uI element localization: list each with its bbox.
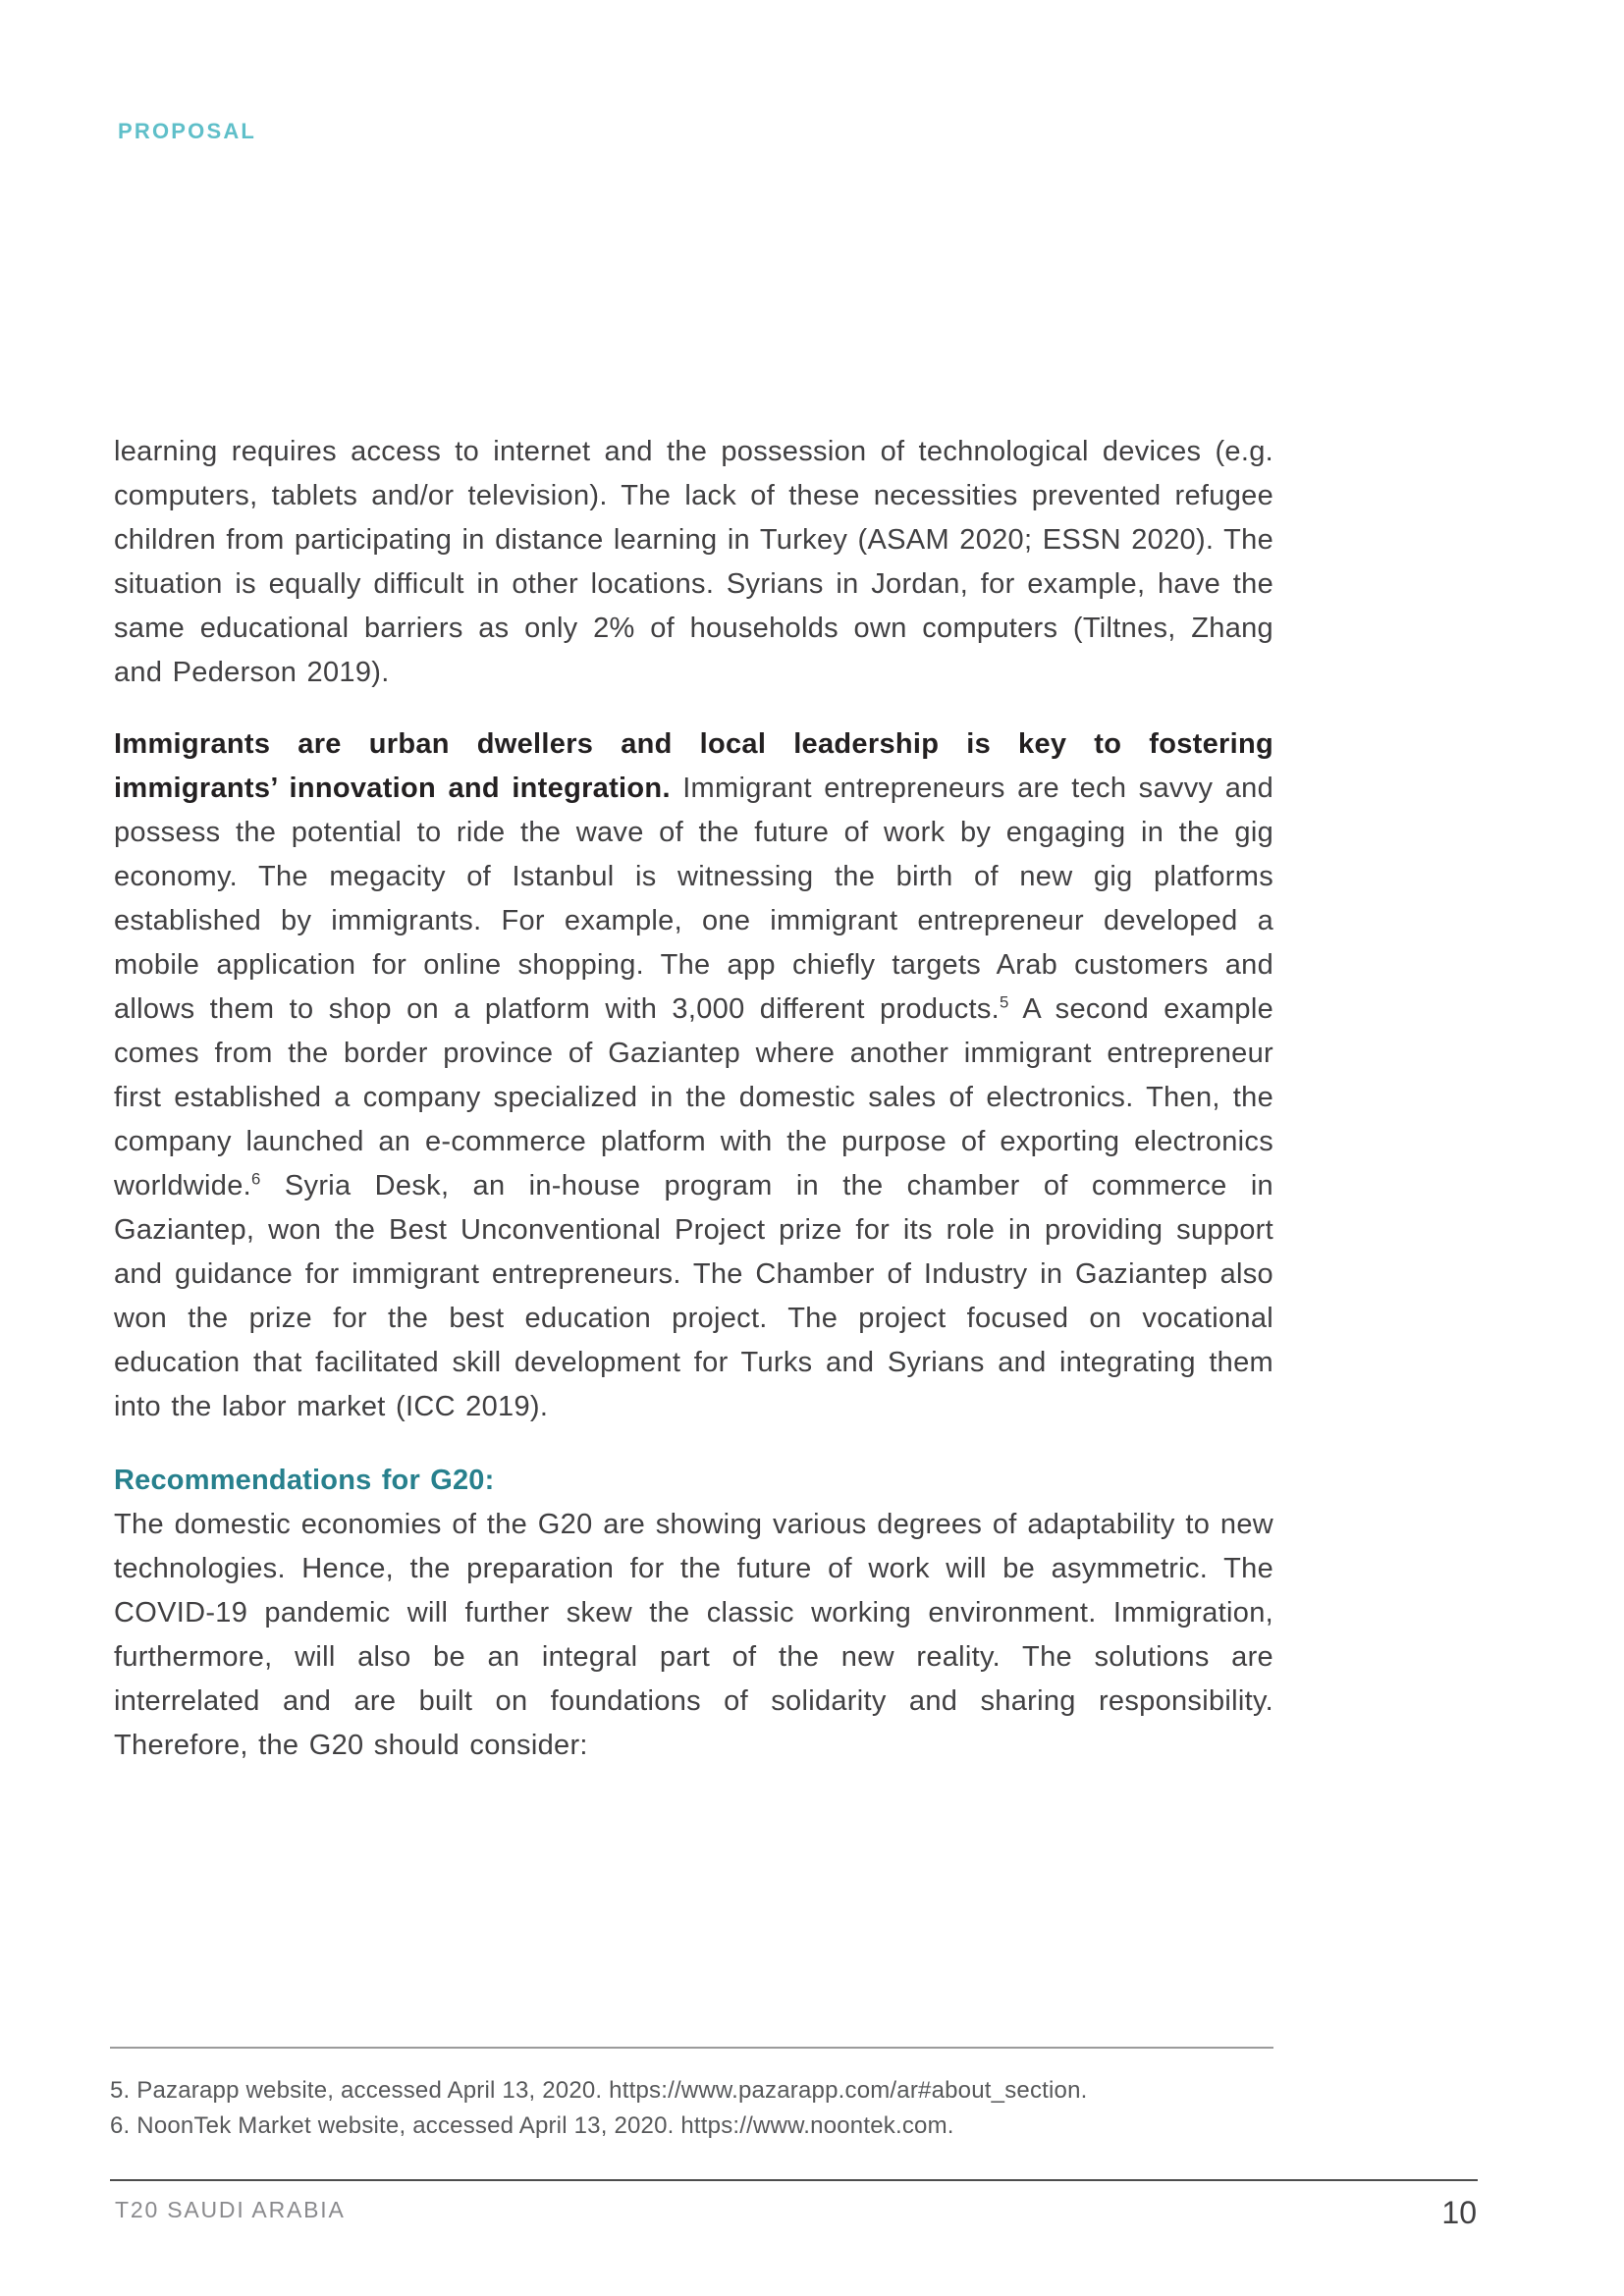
page-number: 10 [1441,2195,1477,2230]
recommendations-paragraph: The domestic economies of the G20 are showing various degrees of adaptability to new technologies. Hence, the preparation for the future of work will be asymmetric. The COVID-19 pandemic will further skew the classic working environment. Immigration, furthermore, will also be an integral part of the new reality. The solutions are interrelated and are built on foundations of solidarity and sharing responsibility. Therefore, the G20 should consider: [114,1509,1273,1761]
footer-brand: T20 SAUDI ARABIA [115,2197,346,2222]
page-header-label: PROPOSAL [118,119,257,143]
body-paragraph-distance-learning: learning requires access to internet and the possession of technological devices (e.g. computers, tablets and/or television). The lack of these necessities prevented refugee children from participating in distance learning in Turkey (ASAM 2020; ESSN 2020). The situation is equally difficult in other locations. Syrians in Jordan, for example, have the same educational barriers as only 2% of households own computers (Tiltnes, Zhang and Pederson 2019). [114,436,1273,688]
footnote-divider [110,2047,1273,2049]
footer-divider [110,2179,1478,2181]
recommendations-heading: Recommendations for G20: [114,1465,495,1496]
body-paragraph-immigrant-entrepreneurs: Immigrants are urban dwellers and local leadership is key to fostering immigrants’ innovation and integration. Immigrant entrepreneurs are tech savvy and possess the potential to ride the wave of the future of work by engaging in the gig economy. The megacity of Istanbul is witnessing the birth of new gig platforms established by immigrants. For example, one immigrant entrepreneur developed a mobile application for online shopping. The app chiefly targets Arab customers and allows them to shop on a platform with 3,000 different products.$^5$ A second example comes from the border province of Gaziantep where another immigrant entrepreneur first established a company specialized in the domestic sales of electronics. Then, the company launched an e-commerce platform with the purpose of exporting electronics worldwide.$^6$ Syria Desk, an in-house program in the chamber of commerce in Gaziantep, won the Best Unconventional Project prize for its role in providing support and guidance for immigrant entrepreneurs. The Chamber of Industry in Gaziantep also won the prize for the best education project. The project focused on vocational education that facilitated skill development for Turks and Syrians and integrating them into the labor market (ICC 2019). [114,728,1273,1422]
footnote-item-5: 5. Pazarapp website, accessed April 13, 2020. https://www.pazarapp.com/ar#about_section. [110,2077,1088,2104]
recommendations-section [114,1459,1273,1768]
footnotes-block [110,2073,1377,2144]
footnote-item-6: 6. NoonTek Market website, accessed April 13, 2020. https://www.noontek.com. [110,2112,954,2139]
